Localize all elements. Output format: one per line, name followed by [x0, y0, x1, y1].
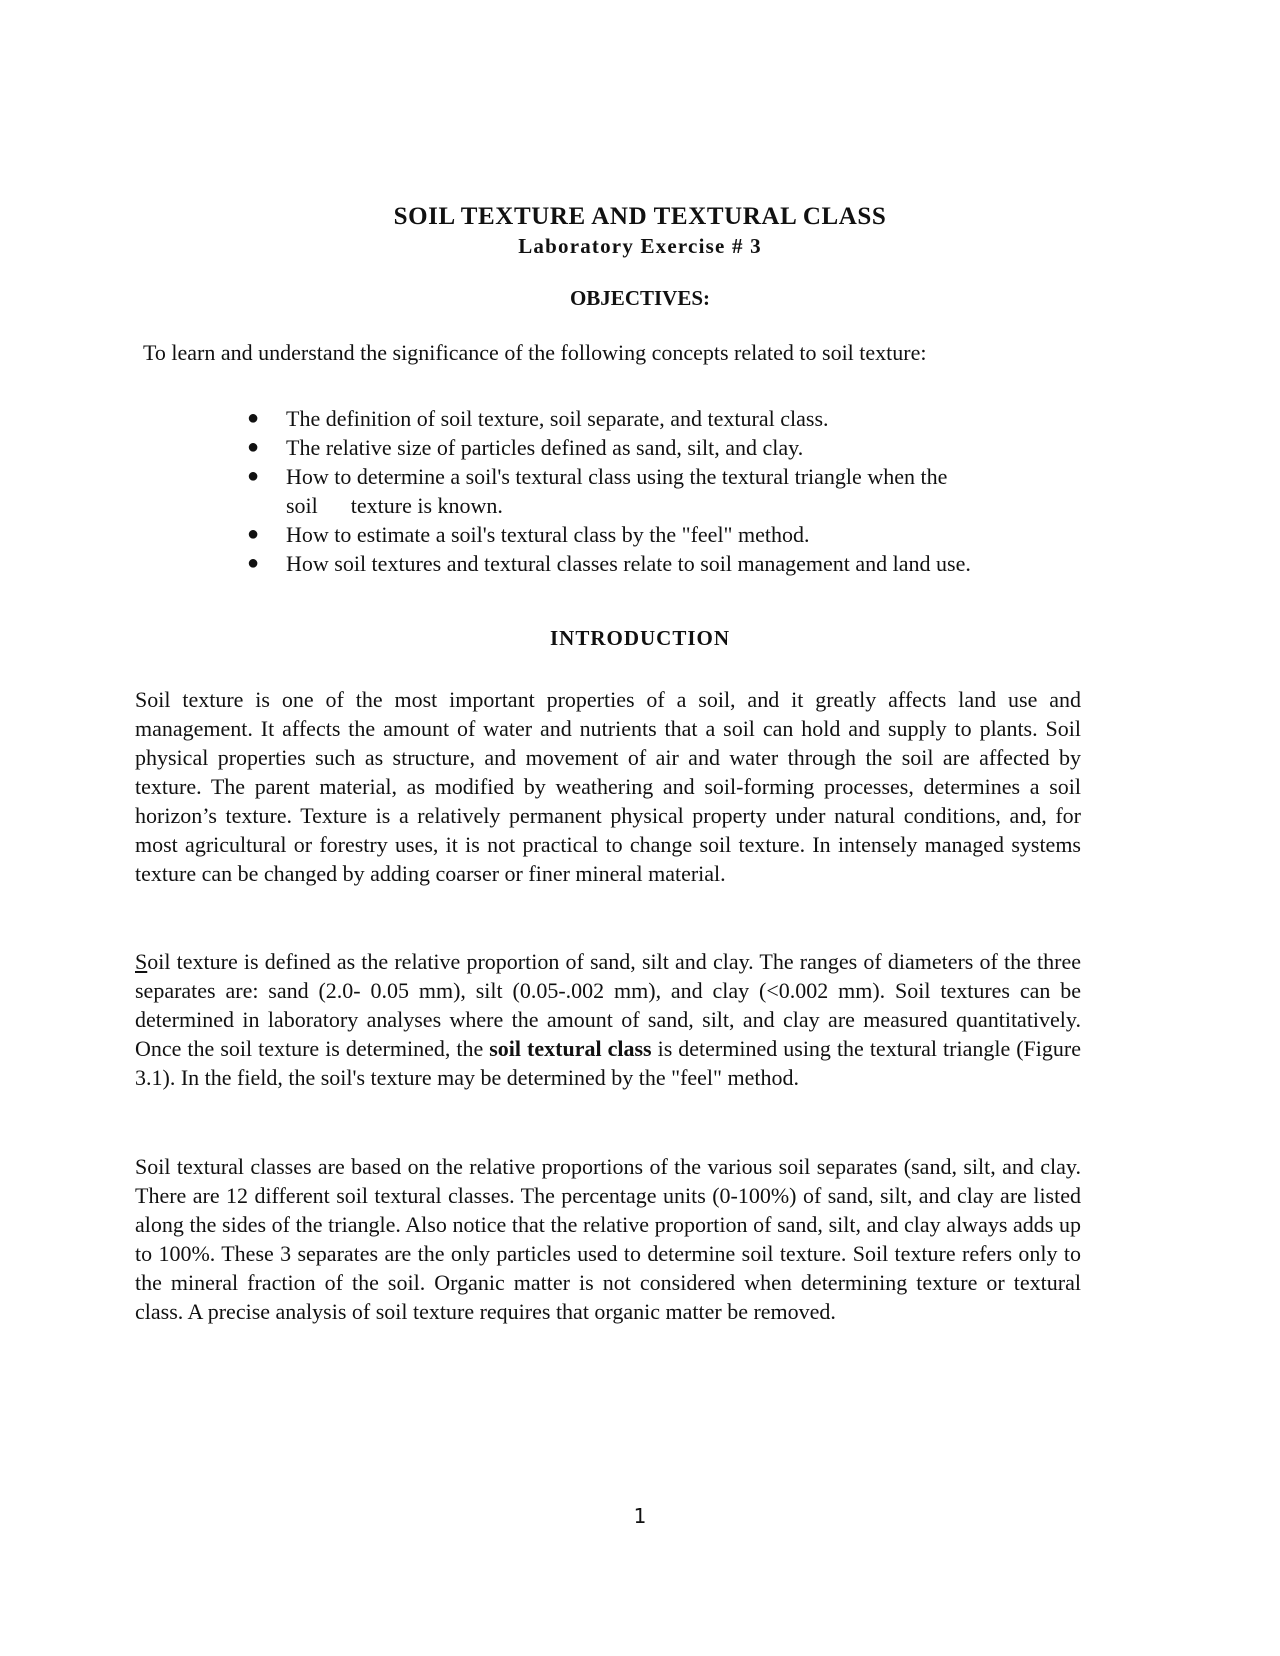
list-item	[236, 462, 1096, 520]
page-number: 1	[633, 1504, 647, 1528]
document-title: SOIL TEXTURE AND TEXTURAL CLASS	[393, 203, 887, 230]
underlined-letter: S	[135, 949, 148, 974]
bullet-icon: ●	[247, 436, 260, 458]
bullet-text: How to determine a soil's textural class using the textural triangle when the	[286, 464, 948, 489]
bullet-text: How to estimate a soil's textural class by the "feel" method.	[286, 522, 810, 547]
objectives-list	[236, 404, 1096, 578]
objectives-intro: To learn and understand the significance of the following concepts related to soil texture:	[143, 340, 927, 365]
list-item	[236, 549, 1096, 578]
paragraph-text: oil texture is defined as the relative proportion of sand, silt and clay. The ranges of diameters of the three separates are: sand (2.0- 0.05 mm), silt (0.05-.002 mm), and clay (<0.002 mm). Soil textures can be determined in laboratory analyses where the amount of sand, silt, and clay are measured quantitatively. Once the soil texture is determined, the	[135, 949, 1081, 1061]
bullet-text-continuation: soil texture is known.	[286, 493, 503, 518]
list-item	[236, 433, 1096, 462]
introduction-heading: INTRODUCTION	[549, 626, 731, 650]
bullet-icon: ●	[247, 523, 260, 545]
paragraph-text: is determined using the textural triangle (Figure 3.1). In the field, the soil's texture may be determined by the "feel" method.	[135, 1036, 1081, 1090]
bold-term: soil textural class	[489, 1036, 652, 1061]
document-subtitle: Laboratory Exercise # 3	[518, 234, 762, 258]
bullet-icon: ●	[247, 407, 260, 429]
paragraph-intro: Soil texture is one of the most important properties of a soil, and it greatly affects land use and management. It affects the amount of water and nutrients that a soil can hold and supply to plants. Soil physical properties such as structure, and movement of air and water through the soil are affected by texture. The parent material, as modified by weathering and soil-forming processes, determines a soil horizon’s texture. Texture is a relatively permanent physical property under natural conditions, and, for most agricultural or forestry uses, it is not practical to change soil texture. In intensely managed systems texture can be changed by adding coarser or finer mineral material.	[135, 687, 1081, 886]
paragraph-textural-classes: Soil textural classes are based on the relative proportions of the various soil separates (sand, silt, and clay. There are 12 different soil textural classes. The percentage units (0-100%) of sand, silt, and clay are listed along the sides of the triangle. Also notice that the relative proportion of sand, silt, and clay always adds up to 100%. These 3 separates are the only particles used to determine soil texture. Soil texture refers only to the mineral fraction of the soil. Organic matter is not considered when determining texture or textural class. A precise analysis of soil texture requires that organic matter be removed.	[135, 1154, 1081, 1324]
bullet-text: The relative size of particles defined as sand, silt, and clay.	[286, 435, 804, 460]
bullet-icon: ●	[247, 552, 260, 574]
bullet-icon: ●	[247, 465, 260, 487]
list-item	[236, 404, 1096, 433]
bullet-text: The definition of soil texture, soil separate, and textural class.	[286, 406, 829, 431]
paragraph-texture-definition	[135, 947, 1081, 1092]
list-item	[236, 520, 1096, 549]
bullet-text: How soil textures and textural classes relate to soil management and land use.	[286, 551, 971, 576]
objectives-heading: OBJECTIVES:	[569, 286, 711, 310]
